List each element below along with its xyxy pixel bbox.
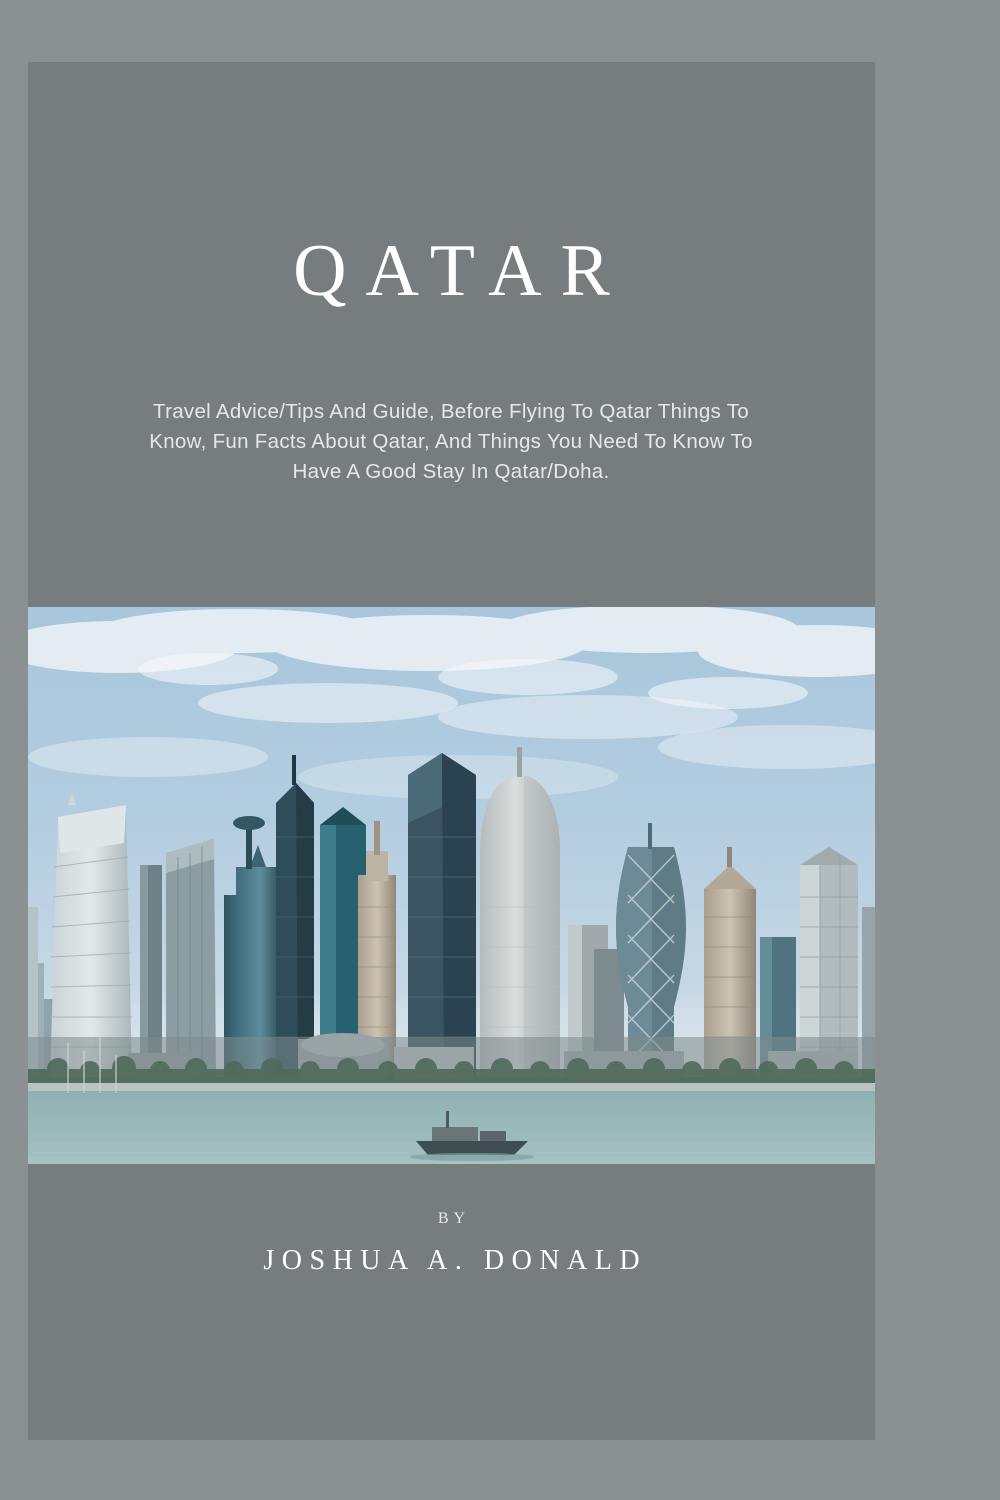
book-subtitle: Travel Advice/Tips And Guide, Before Flying To Qatar Things To Know, Fun Facts About Qatar, And Things You Need To Know To Have A Good Stay In Qatar/Doha. <box>149 400 753 483</box>
doha-skyline-photo <box>28 607 875 1164</box>
author-name: JOSHUA A. DONALD <box>263 1245 648 1276</box>
byline-label: BY <box>437 1210 471 1227</box>
book-title: QATAR <box>293 230 629 312</box>
book-cover <box>28 62 875 1440</box>
